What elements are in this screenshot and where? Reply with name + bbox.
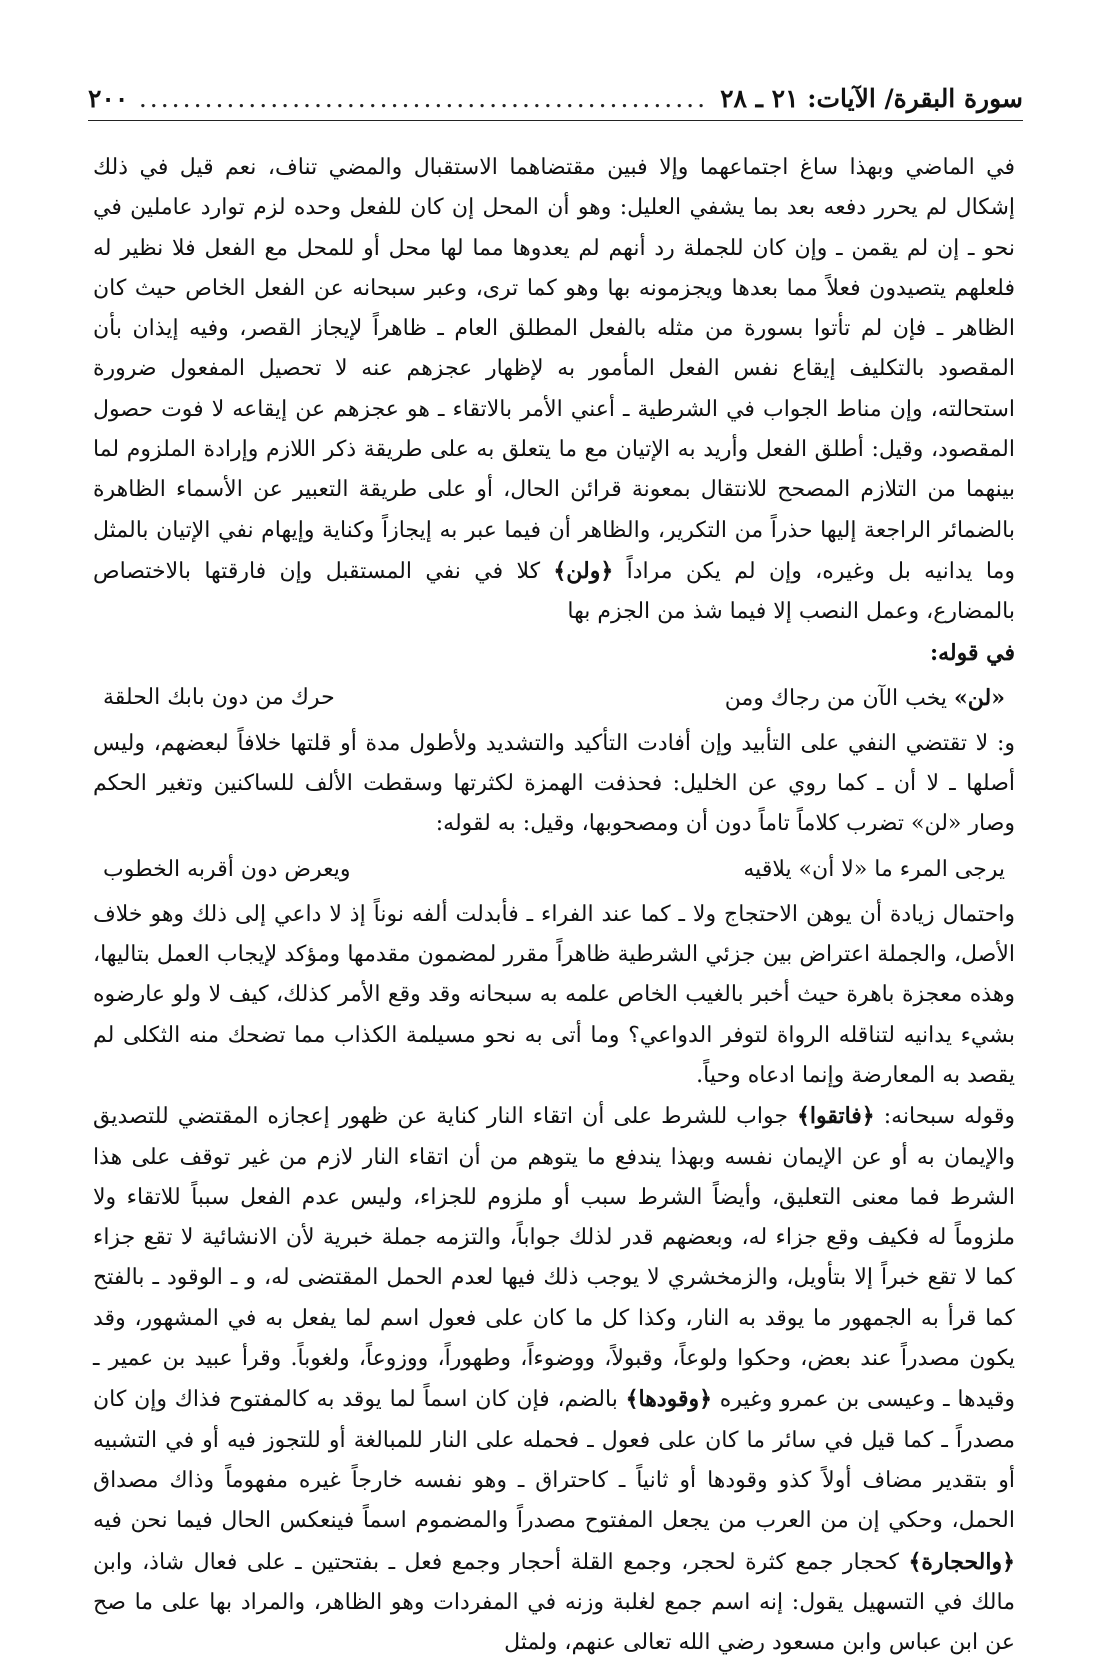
paragraph-text: كحجار جمع كثرة لحجر، وجمع القلة أحجار وجمع فعل ـ بفتحتين ـ على فعال شاذ، وابن مالك في التسهيل يقول: إنه اسم جمع لغلبة وزنه في المفردات وهو الظاهر، والمراد بها على ما صح عن ابن عباس وابن مسعود رضي الله تعالى عنهم، ولمثل [93, 1549, 1015, 1656]
page-number: ٢٠٠ [88, 83, 129, 113]
paragraph-text: كلا في نفي المستقبل وإن فارقتها بالاختصاص بالمضارع، وعمل النصب إلا فيما شذ من الجزم بها [93, 558, 1015, 625]
quran-ref: ﴿وقودها﴾ [625, 1386, 712, 1413]
paragraph-text: جواب للشرط على أن اتقاء النار كناية عن ظهور إعجازه المقتضي للتصديق والإيمان به أو عن الإيمان نفسه وبهذا يندفع ما يتوهم من أن اتقاء النار لازم من غير توقف على هذا الشرط فما معنى التعليق، وأيضاً الشرط سبب أو ملزوم للجزاء، وليس عدم الفعل سبباً للاتقاء ولا ملزوماً له فكيف وقع جزاء له، وبعضهم قدر لذلك جواباً، والتزمه جملة خبرية لأن الانشائية لا تقع جزاء كما لا تقع خبراً إلا بتأويل، والزمخشري لا يوجب ذلك فيها لعدم الحمل المقتضى له، و ـ الوقود ـ بالفتح كما قرأ به الجمهور ما يوقد به النار، وكذا كل ما كان على فعول اسم لما يفعل به في المشهور، وقد يكون مصدراً عند بعض، وحكوا ولوعاً، وقبولاً، ووضوءاً، وطهوراً، ووزوعاً، ولغوباً. وقرأ عبيد بن عمير ـ وقيدها ـ وعيسى بن عمرو وغيره [93, 1104, 1016, 1413]
paragraph [93, 1096, 1015, 1663]
paragraph: في قوله: [929, 639, 1015, 666]
poetry-verse [103, 853, 1005, 887]
paragraph [93, 148, 1015, 633]
paragraph-text: وقوله سبحانه: [883, 1104, 1016, 1130]
paragraph: واحتمال زيادة أن يوهن الاحتجاج ولا ـ كما عند الفراء ـ فأبدلت ألفه نوناً إذ لا داعي إلى ذلك وهو خلاف الأصل، والجملة اعتراض بين جزئي الشرطية ظاهراً مقرر لمضمون مقدمها ومؤكد لإيجاب العمل بتاليها، وهذه معجزة باهرة حيث أخبر بالغيب الخاص علمه به سبحانه وقد وقع الأمر كذلك، كيف لا ولو عارضوه بشيء يدانيه لتناقله الرواة لتوفر الدواعي؟ وما أتى به نحو مسيلمة الكذاب مما تضحك منه الثكلى لم يقصد به المعارضة وإنما ادعاه وحياً. [93, 901, 1015, 1088]
body-text [93, 148, 1016, 1656]
paragraph-text: في الماضي وبهذا ساغ اجتماعهما وإلا فبين مقتضاهما الاستقبال والمضي تناف، نعم قيل في ذلك إشكال لم يحرر دفعه بعد بما يشفي العليل: وهو أن المحل إن كان للفعل وحده لزم توارد عاملين في نحو ـ إن لم يقمن ـ وإن كان للجملة رد أنهم لم يعدوها مما لها محل أو للمحل مع الفعل فلا نظير له فلعلهم يتصيدون فعلاً مما بعدها ويجزمونه بها وهو كما ترى، وعبر سبحانه عن الفعل الخاص حيث كان الظاهر ـ فإن لم تأتوا بسورة من مثله بالفعل المطلق العام ـ ظاهراً لإيجاز القصر، وفيه إيذان بأن المقصود بالتكليف إيقاع نفس الفعل المأمور به لإظهار عجزهم عنه لا تحصيل المفعول ضرورة استحالته، وإن مناط الجواب في الشرطية ـ أعني الأمر بالاتقاء ـ هو عجزهم عن إيقاعه لا فوت حصول المقصود، وقيل: أطلق الفعل وأريد به الإتيان مع ما يتعلق به على طريقة ذكر اللازم وإرادة الملزوم لما بينهما من التلازم المصحح للانتقال بمعونة قرائن الحال، أو على طريقة التعبير عن الأسماء الظاهرة بالضمائر الراجعة إليها حذراً من التكرير، والظاهر أن فيما عبر به إيجازاً وكناية وإيهام نفي الإتيان بالمثل وما يدانيه بل وغيره، وإن لم يكن مراداً [93, 155, 1015, 584]
quran-ref: ﴿والحجارة﴾ [908, 1548, 1015, 1575]
quran-ref: ﴿فاتقوا﴾ [796, 1103, 875, 1130]
paragraph-text: بالضم، فإن كان اسماً لما يوقد به كالمفتوح فذاك وإن كان مصدراً ـ كما قيل في سائر ما كان على فعول ـ فحمله على النار للمبالغة أو للتجوز فيه أو في التشبيه أو بتقدير مضاف أولاً كذو وقودها أو ثانياً ـ كاحتراق ـ وهو نفسه خارجاً غيره مفهوماً وذاك مصداق الحمل، وحكي إن من العرب من يجعل المفتوح مصدراً والمضموم اسماً فينعكس الحال فيما نحن فيه [93, 1387, 1015, 1534]
header-title: سورة البقرة/ الآيات: ٢١ ـ ٢٨ [720, 83, 1023, 113]
poetry-verse [103, 681, 1005, 716]
verse-hemistich-second: ويعرض دون أقربه الخطوب [103, 856, 351, 882]
quran-ref: ﴿ولن﴾ [553, 557, 614, 584]
verse-hemistich-first: يرجى المرء ما «لا أن» يلاقيه [743, 856, 1005, 882]
verse-hemistich-first [725, 681, 1005, 716]
verse-lead-word: «لن» [954, 684, 1005, 711]
leader-dots [140, 84, 708, 113]
verse-hemistich-second: حرك من دون بابك الحلقة [103, 684, 335, 710]
paragraph: و: لا تقتضي النفي على التأبيد وإن أفادت التأكيد والتشديد ولأطول مدة أو قلتها خلافاً لبعضهم، وليس أصلها ـ لا أن ـ كما روي عن الخليل: فحذفت الهمزة لكثرتها وسقطت الألف للساكنين وتغير الحكم وصار «لن» تضرب كلاماً تاماً دون أن ومصحوبها، وقيل: به لقوله: [93, 730, 1015, 837]
running-header [88, 78, 1023, 118]
verse-text: يخب الآن من رجاك ومن [724, 685, 948, 711]
header-rule [88, 120, 1023, 121]
